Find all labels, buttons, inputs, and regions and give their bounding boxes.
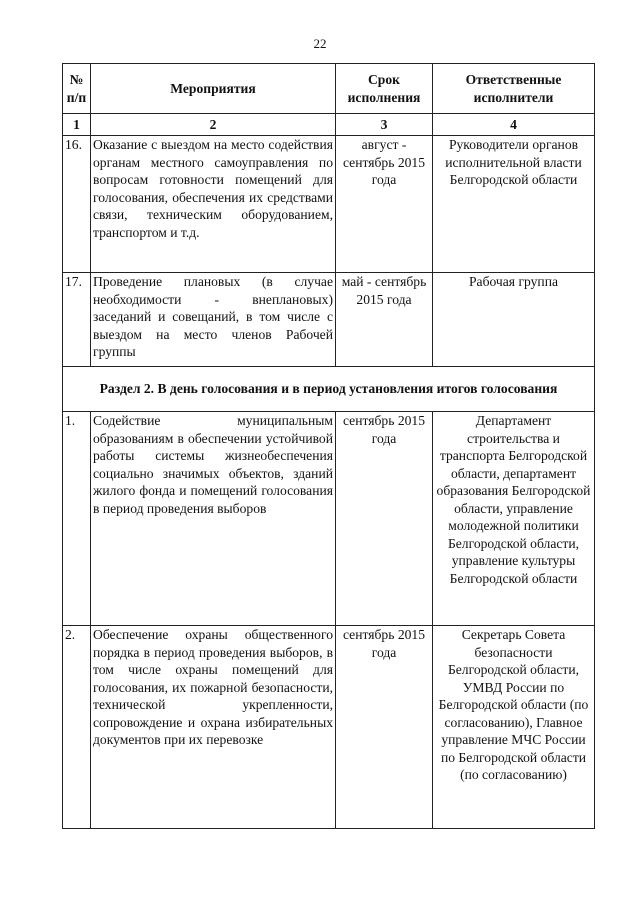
row-event: Оказание с выездом на место содействия органам местного самоуправления по вопросам готовности помещений для голосования, обеспечения их средствами связи, техническим оборудованием, транспортом и т.д. — [91, 136, 336, 273]
page-number: 22 — [313, 36, 327, 51]
row-responsible: Рабочая группа — [433, 273, 595, 367]
events-table — [62, 63, 595, 829]
row-term: август - сентябрь 2015 года — [336, 136, 433, 273]
table-row — [63, 412, 595, 626]
row-event: Содействие муниципальным образованиям в обеспечении устойчивой работы системы жизнеобеспечения социально значимых объектов, зданий жилого фонда и помещений голосования в период проведения выборов — [91, 412, 336, 626]
table-header-row — [63, 64, 595, 114]
row-term: май - сентябрь 2015 года — [336, 273, 433, 367]
header-num: № п/п — [63, 64, 91, 114]
row-number: 2. — [63, 626, 91, 829]
column-number: 2 — [91, 114, 336, 136]
row-term: сентябрь 2015 года — [336, 412, 433, 626]
table-row — [63, 626, 595, 829]
row-term: сентябрь 2015 года — [336, 626, 433, 829]
column-number: 3 — [336, 114, 433, 136]
section-row — [63, 367, 595, 412]
row-responsible: Руководители органов исполнительной власти Белгородской области — [433, 136, 595, 273]
row-responsible: Секретарь Совета безопасности Белгородской области, УМВД России по Белгородской области (по согласованию), Главное управление МЧС России по Белгородской области (по согласованию) — [433, 626, 595, 829]
table-row — [63, 136, 595, 273]
row-event: Проведение плановых (в случае необходимости - внеплановых) заседаний и совещаний, в том числе с выездом на место членов Рабочей группы — [91, 273, 336, 367]
row-responsible: Департамент строительства и транспорта Белгородской области, департамент образования Белгородской области, управление молодежной политики Белгородской области, управление культуры Белгородской области — [433, 412, 595, 626]
table-row — [63, 273, 595, 367]
column-numbers-row — [63, 114, 595, 136]
header-term: Срок исполнения — [336, 64, 433, 114]
row-number: 17. — [63, 273, 91, 367]
row-number: 1. — [63, 412, 91, 626]
header-event: Мероприятия — [91, 64, 336, 114]
section-title: Раздел 2. В день голосования и в период установления итогов голосования — [63, 367, 595, 412]
header-responsible: Ответственные исполнители — [433, 64, 595, 114]
column-number: 1 — [63, 114, 91, 136]
column-number: 4 — [433, 114, 595, 136]
row-event: Обеспечение охраны общественного порядка в период проведения выборов, в том числе охраны помещений для голосования, их пожарной безопасности, технической укрепленности, сопровождение и охрана избирательных документов при их перевозке — [91, 626, 336, 829]
row-number: 16. — [63, 136, 91, 273]
